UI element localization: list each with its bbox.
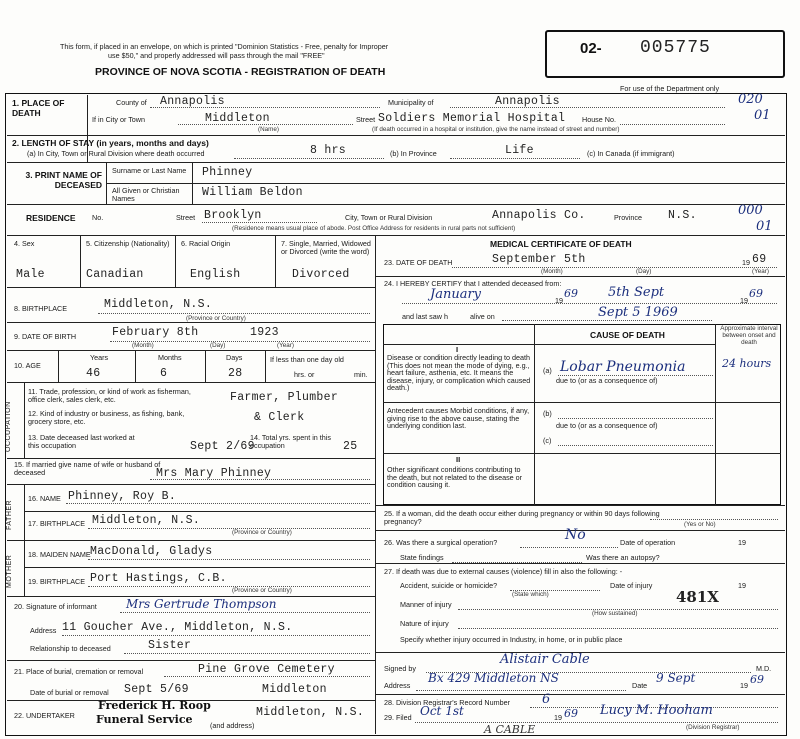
dod-year-sub: (Year) (752, 268, 769, 275)
burial-date-label: Date of burial or removal (30, 688, 109, 697)
external-code: 481X (676, 588, 719, 606)
manner-label: Manner of injury (400, 600, 452, 609)
dod-year: 69 (752, 253, 767, 266)
age-years-label: Years (90, 353, 109, 362)
state-which-sub: (State which) (512, 591, 549, 598)
rule (402, 303, 777, 304)
footer-note: A CABLE (484, 723, 536, 736)
rule (106, 183, 785, 184)
dod-year-prefix: 19 (742, 258, 750, 267)
rule (520, 547, 618, 548)
father-birthplace-value: Middleton, N.S. (92, 514, 201, 527)
rule (124, 653, 370, 654)
given-names-label: All Given or Christian Names (112, 186, 180, 203)
sex-value: Male (16, 268, 45, 281)
marital-label: 7. Single, Married, Widowed or Divorced (write the word) (281, 239, 371, 256)
rule (375, 276, 785, 277)
q13-label: 13. Date deceased last worked at this occupation (28, 433, 135, 450)
rule (7, 287, 375, 288)
dob-month-sub: (Month) (132, 342, 154, 349)
place-of-death-heading: 1. PLACE OF DEATH (12, 98, 65, 118)
q25-label: 25. If a woman, did the death occur either during pregnancy or within 90 days following pregnancy? (384, 509, 660, 526)
rule (164, 676, 370, 677)
rule (275, 235, 276, 287)
dob-year: 1923 (250, 326, 279, 339)
direct-cause-label: Disease or condition directly leading to death (This does not mean the mode of dying, e.g., heart failure, asthenia, etc. It means the disease, injury, or complication which caused death.) (387, 353, 531, 393)
rule (205, 350, 206, 382)
hospital-note: (If death occurred in a hospital or institution, give the name instead of street and number) (372, 126, 620, 133)
racial-value: English (190, 268, 241, 281)
father-birthplace-label: 17. BIRTHPLACE (28, 519, 85, 528)
filed-year-prefix: 19 (554, 713, 562, 722)
informant-address-value: 11 Goucher Ave., Middleton, N.S. (62, 621, 293, 634)
q12-value: & Clerk (254, 411, 305, 424)
mother-maiden-value: MacDonald, Gladys (90, 545, 213, 558)
city-value: Middleton (205, 112, 270, 125)
interval-heading: Approximate interval between onset and death (720, 325, 778, 346)
accident-label: Accident, suicide or homicide? (400, 581, 498, 590)
q29-label: 29. Filed (384, 713, 412, 722)
rule (24, 540, 25, 596)
from-year-prefix: 19 (555, 296, 563, 305)
street-label: Street (356, 115, 376, 124)
mother-birthplace-label: 19. BIRTHPLACE (28, 577, 85, 586)
sig-address-label: Address (384, 681, 411, 690)
rule (7, 382, 375, 383)
date-of-operation-label: Date of operation (620, 538, 676, 547)
yes-no-sub: (Yes or No) (684, 521, 716, 528)
q14-value: 25 (343, 440, 358, 453)
residence-city-label: City, Town or Rural Division (345, 213, 433, 222)
mother-maiden-label: 18. MAIDEN NAME (28, 550, 91, 559)
burial-label: 21. Place of burial, cremation or removal (14, 667, 144, 676)
county-label: County of (116, 98, 147, 107)
age-min-label: min. (354, 370, 368, 379)
cause-b-label: (b) (543, 409, 552, 418)
q11-label: 11. Trade, profession, or kind of work as fisherman, office clerk, sales clerk, etc. (28, 387, 191, 404)
burial-place-value: Pine Grove Cemetery (198, 663, 335, 676)
form-title: PROVINCE OF NOVA SCOTIA - REGISTRATION OF DEATH (95, 66, 386, 78)
residence-city-value: Annapolis Co. (492, 209, 586, 222)
rule (558, 418, 713, 419)
rule (558, 445, 713, 446)
code-4: 01 (756, 219, 773, 234)
rule (202, 222, 317, 223)
dob-day-sub: (Day) (210, 342, 226, 349)
residence-province-label: Province (614, 213, 642, 222)
rule (7, 135, 785, 136)
rule (24, 511, 375, 512)
rule (7, 322, 375, 323)
autopsy-label: Was there an autopsy? (586, 553, 660, 562)
rule (98, 313, 370, 314)
dod-month-sub: (Month) (541, 268, 563, 275)
rule (24, 382, 25, 458)
residence-street-label: Street (176, 213, 196, 222)
rule (375, 694, 785, 695)
registrar-signature: Lucy M. Hooham (600, 703, 713, 718)
code-3: 000 (738, 203, 763, 218)
attended-to: 5th Sept (608, 285, 665, 300)
county-value: Annapolis (160, 95, 225, 108)
rule (620, 124, 725, 125)
record-number: 6 (542, 692, 551, 707)
rule (7, 458, 375, 459)
sig-year-prefix: 19 (740, 681, 748, 690)
rule (234, 158, 384, 159)
rule (7, 350, 375, 351)
mother-birthplace-sub: (Province or Country) (232, 587, 292, 594)
dod-day-sub: (Day) (636, 268, 652, 275)
surname-label: Surname or Last Name (112, 166, 187, 175)
filed-year: 69 (564, 707, 578, 720)
cause-a-label: (a) (543, 366, 552, 375)
residence-street-value: Brooklyn (204, 209, 262, 222)
rule (383, 402, 781, 403)
sig-year-value: 69 (750, 673, 764, 686)
father-side-label: FATHER (6, 499, 13, 530)
informant-address-label: Address (30, 626, 57, 635)
age-years-value: 46 (86, 367, 101, 380)
date-of-injury-label: Date of injury (610, 581, 653, 590)
municipality-label: Municipality of (388, 98, 434, 107)
cause-a-value: Lobar Pneumonia (560, 359, 686, 375)
sig-date-value: 9 Sept (656, 671, 696, 685)
house-label: House No. (582, 115, 616, 124)
dob-month-day: February 8th (112, 326, 199, 339)
q14-label: 14. Total yrs. spent in this occupation (250, 433, 331, 450)
racial-label: 6. Racial Origin (181, 239, 231, 248)
q23-label: 23. DATE OF DEATH (384, 258, 453, 267)
residence-no-label: No. (92, 213, 104, 222)
rule (415, 722, 778, 723)
rule (7, 540, 375, 541)
q12-label: 12. Kind of industry or business, as fishing, bank, grocery store, etc. (28, 409, 185, 426)
rule (383, 453, 781, 454)
rule (265, 350, 266, 382)
sig-date-label: Date (632, 681, 648, 690)
father-name-label: 16. NAME (28, 494, 61, 503)
rule (135, 350, 136, 382)
residence-province-value: N.S. (668, 209, 697, 222)
rule (7, 660, 375, 661)
surname-value: Phinney (202, 166, 253, 179)
birthplace-sub: (Province or Country) (186, 315, 246, 322)
cause-heading: CAUSE OF DEATH (590, 330, 665, 340)
city-label: If in City or Town (92, 115, 145, 124)
rule (66, 503, 370, 504)
informant-signature: Mrs Gertrude Thompson (126, 597, 277, 611)
rule (650, 519, 778, 520)
rule (88, 528, 370, 529)
rule (24, 484, 25, 540)
street-value: Soldiers Memorial Hospital (378, 112, 566, 125)
header-notice-1: This form, if placed in an envelope, on which is printed "Dominion Statistics - Free, penalty for Improper (60, 42, 389, 51)
stay-c-label: (c) In Canada (if immigrant) (587, 149, 675, 158)
to-year-prefix: 19 (740, 296, 748, 305)
signed-by-value: Alistair Cable (500, 652, 590, 667)
due-to-1: due to (or as a consequence of) (556, 376, 658, 385)
residence-label: RESIDENCE (26, 213, 76, 223)
roman-two: II (456, 455, 461, 464)
age-months-value: 6 (160, 367, 168, 380)
rule (7, 162, 785, 163)
other-conditions-label: Other significant conditions contributing to the death, but not related to the disease or condition causing it. (387, 465, 523, 490)
rule (175, 235, 176, 287)
q13-value: Sept 2/69 (190, 440, 255, 453)
rule (7, 204, 785, 205)
medical-heading: MEDICAL CERTIFICATE OF DEATH (490, 239, 632, 249)
age-days-value: 28 (228, 367, 243, 380)
dob-year-sub: (Year) (277, 342, 294, 349)
stay-b-value: Life (505, 144, 534, 157)
attended-to-year: 69 (749, 287, 763, 300)
stay-a-value: 8 hrs (310, 144, 347, 157)
surgery-answer: No (565, 527, 586, 543)
attended-from: January (430, 287, 482, 302)
alive-on-date: Sept 5 1969 (598, 305, 678, 320)
findings-label: State findings (400, 553, 444, 562)
undertaker-and-address: (and address) (210, 721, 255, 730)
father-name-value: Phinney, Roy B. (68, 490, 177, 503)
spouse-value: Mrs Mary Phinney (156, 467, 272, 480)
age-less-note: If less than one day old (270, 355, 344, 364)
q24-label: 24. I HEREBY CERTIFY that I attended deceased from: (384, 279, 562, 288)
rule (383, 344, 715, 345)
age-months-label: Months (158, 353, 182, 362)
department-use-label: For use of the Department only (620, 84, 720, 93)
md-label: M.D. (756, 664, 772, 673)
undertaker-label: 22. UNDERTAKER (14, 711, 75, 720)
injury-year-prefix: 19 (738, 581, 746, 590)
attended-from-year: 69 (564, 287, 578, 300)
last-saw-label: and last saw h (402, 312, 448, 321)
rule (62, 635, 370, 636)
operation-year-prefix: 19 (738, 538, 746, 547)
signed-by-label: Signed by (384, 664, 416, 673)
mother-birthplace-value: Port Hastings, C.B. (90, 572, 227, 585)
division-registrar-sub: (Division Registrar) (686, 724, 740, 731)
due-to-2: due to (or as a consequence of) (556, 421, 658, 430)
stay-a-label: (a) In City, Town or Rural Division where death occurred (27, 149, 205, 158)
sig-address-value: Bx 429 Middleton NS (428, 671, 559, 685)
rule (375, 505, 785, 506)
burial-date-value: Sept 5/69 (124, 683, 189, 696)
code-2: 01 (754, 108, 771, 123)
rule (7, 235, 785, 236)
rule (450, 107, 725, 108)
rule (502, 320, 712, 321)
rule (452, 267, 777, 268)
dod-month-day: September 5th (492, 253, 586, 266)
birthplace-value: Middleton, N.S. (104, 298, 213, 311)
given-names-value: William Beldon (202, 186, 303, 199)
municipality-value: Annapolis (495, 95, 560, 108)
specify-label: Specify whether injury occurred in Industry, in home, or in public place (400, 635, 623, 644)
rule (24, 567, 375, 568)
cause-a-interval: 24 hours (722, 357, 772, 370)
rule (375, 563, 785, 564)
registration-number: 005775 (640, 38, 711, 58)
citizenship-value: Canadian (86, 268, 144, 281)
rule (534, 324, 535, 505)
undertaker-address-value: Middleton, N.S. (256, 706, 365, 719)
occupation-side-label: OCCUPATION (5, 401, 12, 452)
stay-b-label: (b) In Province (390, 149, 437, 158)
dob-label: 9. DATE OF BIRTH (14, 332, 77, 341)
rule (450, 158, 580, 159)
age-label: 10. AGE (14, 361, 41, 370)
undertaker-stamp-line2: Funeral Service (96, 713, 193, 726)
spouse-label: 15. If married give name of wife or husband of deceased (14, 460, 161, 477)
relationship-value: Sister (148, 639, 192, 652)
city-name-sub: (Name) (258, 126, 279, 133)
rule (7, 484, 375, 485)
age-hrs-label: hrs. or (294, 370, 315, 379)
mother-side-label: MOTHER (6, 554, 13, 588)
header-notice-2: use $50," and properly addressed will pass through the mail "FREE" (108, 51, 325, 60)
age-days-label: Days (226, 353, 243, 362)
relationship-label: Relationship to deceased (30, 644, 111, 653)
column-divider (375, 235, 376, 734)
registration-prefix: 02- (580, 40, 602, 57)
undertaker-stamp-line1: Frederick H. Roop (98, 699, 211, 712)
rule (416, 690, 626, 691)
roman-one: I (456, 345, 459, 354)
q26-label: 26. Was there a surgical operation? (384, 538, 498, 547)
q28-label: 28. Division Registrar's Record Number (384, 698, 510, 707)
deceased-heading: 3. PRINT NAME OF DECEASED (25, 170, 102, 190)
birthplace-label: 8. BIRTHPLACE (14, 304, 67, 313)
antecedent-label: Antecedent causes Morbid conditions, if any, giving rise to the above cause, stating the underlying condition last. (387, 406, 530, 431)
filed-date: Oct 1st (420, 704, 464, 718)
citizenship-label: 5. Citizenship (Nationality) (86, 239, 170, 248)
rule (458, 628, 778, 629)
length-of-stay-heading: 2. LENGTH OF STAY (in years, months and days) (12, 138, 209, 148)
residence-note: (Residence means usual place of abode. Post Office Address for residents in rural parts not sufficient) (232, 225, 516, 232)
rule (88, 586, 370, 587)
cause-c-label: (c) (543, 436, 552, 445)
marital-value: Divorced (292, 268, 350, 281)
rule (88, 559, 370, 560)
rule (120, 612, 370, 613)
nature-label: Nature of injury (400, 619, 449, 628)
q11-value: Farmer, Plumber (230, 391, 339, 404)
code-1: 020 (738, 92, 763, 107)
informant-signature-label: 20. Signature of informant (14, 602, 97, 611)
father-birthplace-sub: (Province or Country) (232, 529, 292, 536)
rule (715, 324, 716, 505)
how-sustained-sub: (How sustained) (592, 610, 638, 617)
rule (58, 350, 59, 382)
rule (80, 235, 81, 287)
alive-on-label: alive on (470, 312, 495, 321)
burial-town-value: Middleton (262, 683, 327, 696)
q27-label: 27. If death was due to external causes (violence) fill in also the following: - (384, 567, 623, 576)
sex-label: 4. Sex (14, 239, 35, 248)
